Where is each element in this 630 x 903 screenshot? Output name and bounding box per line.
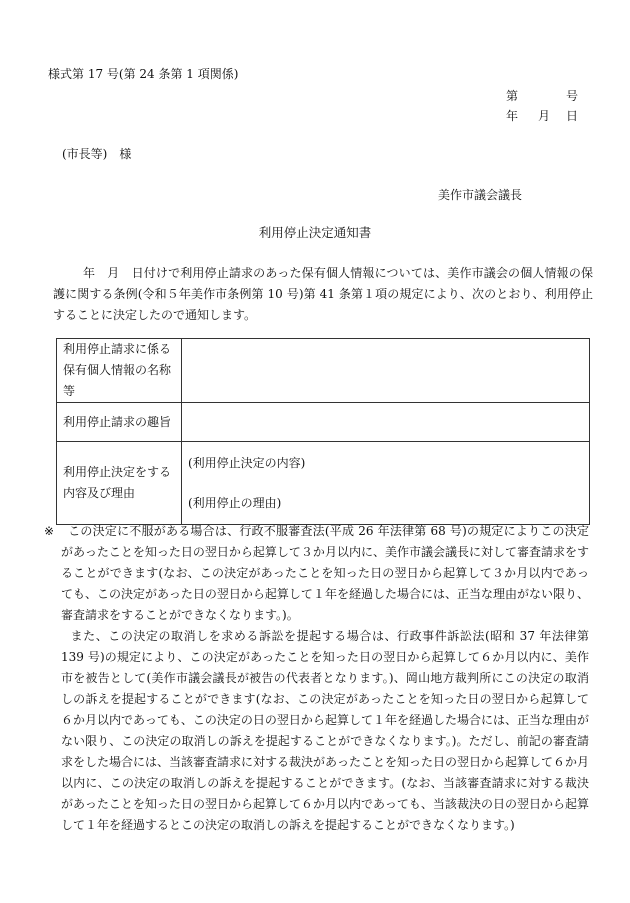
table-row — [57, 403, 590, 442]
date-day-label: 日 — [566, 109, 579, 123]
sender: 美作市議会議長 — [438, 188, 523, 202]
row-label-request-purpose: 利用停止請求の趣旨 — [57, 403, 182, 442]
document-title: 利用停止決定通知書 — [258, 225, 372, 240]
form-number: 様式第 17 号(第 24 条第 1 項関係) — [48, 67, 239, 81]
decision-reason-label: (利用停止の理由) — [188, 495, 282, 510]
table-row — [57, 442, 590, 525]
document-number-suffix: 号 — [566, 89, 579, 103]
row-label-decision-reason: 利用停止決定をする内容及び理由 — [57, 442, 182, 525]
date-month-label: 月 — [538, 109, 551, 123]
decision-content-label: (利用停止決定の内容) — [188, 455, 306, 470]
document-number-label: 第 — [506, 89, 519, 103]
addressee: (市長等) 様 — [62, 147, 132, 161]
row-value-info-name — [182, 339, 590, 403]
details-table — [56, 338, 590, 525]
note-paragraph-appeal: この決定に不服がある場合は、行政不服審査法(平成 26 年法律第 68 号)の規定によりこの決定があったことを知った日の翌日から起算して３か月以内に、美作市議会議長に対して審査請求をすることができます(なお、この決定があったことを知った日の翌日から起算して３か月以内であっても、この決定があった日の翌日から起算して１年を経過した場合には、正当な理由がない限り、審査請求をすることができなくなります。)。 — [61, 524, 589, 622]
row-value-request-purpose — [182, 403, 590, 442]
row-label-info-name: 利用停止請求に係る保有個人情報の名称等 — [57, 339, 182, 403]
table-row — [57, 339, 590, 403]
note-mark: ※ — [44, 524, 55, 538]
date-year-label: 年 — [506, 109, 519, 123]
note-paragraph-lawsuit: また、この決定の取消しを求める訴訟を提起する場合は、行政事件訴訟法(昭和 37 年法律第 139 号)の規定により、この決定があったことを知った日の翌日から起算して６か月以内に、美作市を被告として(美作市議会議長が被告の代表者となります。)、岡山地方裁判所にこの決定の取消しの訴えを提起することができます(なお、この決定があったことを知った日の翌日から起算して６か月以内であっても、この決定の日の翌日から起算して１年を経過した場合には、正当な理由がない限り、この決定の取消しの訴えを提起することができなくなります。)。ただし、前記の審査請求をした場合には、当該審査請求に対する裁決があったことを知った日の翌日から起算して６か月以内に、この決定の取消しの訴えを提起することができます。(なお、当該審査請求に対する裁決があったことを知った日の翌日から起算して６か月以内であっても、当該裁決の日の翌日から起算して１年を経過するとこの決定の取消しの訴えを提起することができなくなります。) — [61, 629, 589, 832]
body-paragraph: 年 月 日付けで利用停止請求のあった保有個人情報については、美作市議会の個人情報の保護に関する条例(令和５年美作市条例第 10 号)第 41 条第１項の規定により、次のとおり、利用停止することに決定したので通知します。 — [53, 266, 593, 322]
row-value-decision-reason — [182, 442, 590, 525]
